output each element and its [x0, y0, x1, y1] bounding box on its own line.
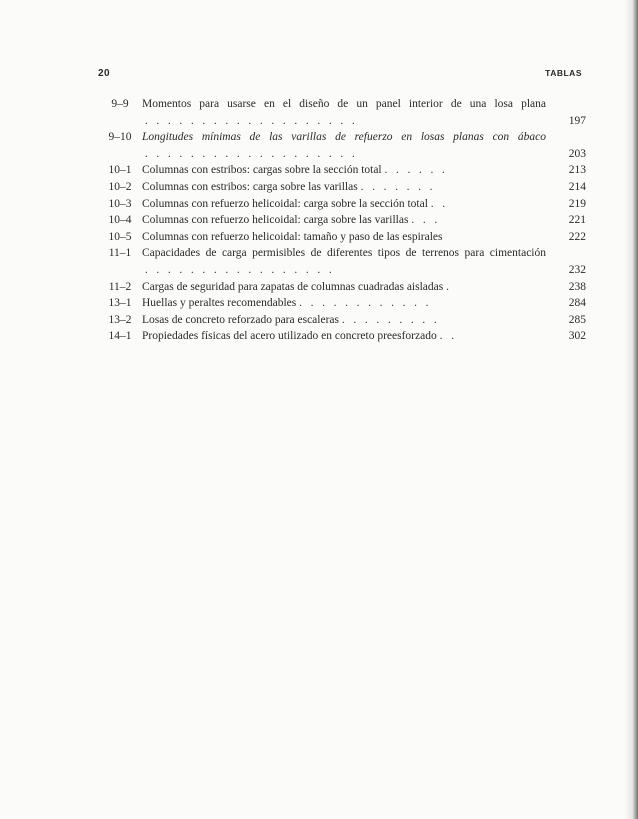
toc-entry [98, 96, 586, 129]
dot-leader: . . . . . . . . . . . . . . . . . . . [142, 114, 355, 127]
entry-title [142, 328, 546, 345]
entry-page-number: 222 [568, 230, 586, 243]
entry-title [142, 129, 546, 162]
entry-body [142, 196, 586, 213]
entry-title-text: Losas de concreto reforzado para escaleras [142, 313, 339, 326]
entry-page-number: 285 [568, 313, 586, 326]
dot-leader: . . . . . . [381, 164, 445, 177]
entry-number: 14–1 [108, 330, 132, 343]
toc-entry [98, 179, 586, 196]
entry-body [142, 328, 586, 345]
entry-page-number: 238 [568, 280, 586, 293]
entry-number: 13–2 [108, 313, 132, 326]
entry-title-text: Columnas con estribos: cargas sobre la sección total [142, 164, 382, 177]
entry-page-number: 284 [568, 297, 586, 310]
entry-page-number: 213 [568, 164, 586, 177]
entry-number: 9–10 [108, 131, 132, 144]
table-list [98, 96, 586, 345]
entry-number: 10–2 [108, 180, 132, 193]
entry-title-text: Huellas y peraltes recomendables [142, 297, 297, 310]
entry-number: 10–3 [108, 197, 132, 210]
entry-page-number: 214 [568, 180, 586, 193]
toc-entry [98, 245, 586, 278]
dot-leader: . . [427, 197, 446, 210]
entry-title [142, 229, 546, 246]
toc-entry [98, 312, 586, 329]
entry-number: 9–9 [111, 98, 129, 110]
entry-page-number: 302 [568, 330, 586, 343]
entry-number: 10–5 [108, 230, 132, 243]
entry-title [142, 295, 546, 312]
toc-entry [98, 162, 586, 179]
page-edge-shadow [624, 0, 638, 819]
entry-title-text: Columnas con refuerzo helicoidal: tamaño y paso de las espirales [142, 230, 443, 243]
page-number: 20 [98, 68, 111, 79]
entry-title-text: Propiedades físicas del acero utilizado en concreto preesforzado [142, 330, 437, 343]
entry-title-text: Columnas con refuerzo helicoidal: carga sobre las varillas [142, 214, 409, 227]
entry-title-text: Momentos para usarse en el diseño de un panel interior de una losa plana [142, 98, 546, 110]
entry-body [142, 279, 586, 296]
entry-number: 11–2 [108, 280, 132, 293]
entry-body [142, 212, 586, 229]
entry-page-number: 221 [568, 214, 586, 227]
toc-entry [98, 229, 586, 246]
toc-entry [98, 129, 586, 162]
dot-leader: . . . . . . . . . . . . . . . . . . . [142, 147, 355, 160]
toc-entry [98, 328, 586, 345]
entry-title-text: Columnas con estribos: carga sobre las varillas [142, 180, 358, 193]
entry-title [142, 279, 546, 296]
entry-title [142, 312, 546, 329]
entry-number: 10–1 [108, 164, 132, 177]
running-head: TABLAS [545, 68, 582, 78]
entry-page-number: 219 [568, 197, 586, 210]
toc-entry [98, 196, 586, 213]
entry-title-text: Cargas de seguridad para zapatas de columnas cuadradas aisladas [142, 280, 444, 293]
entry-body [142, 96, 586, 129]
toc-entry [98, 295, 586, 312]
dot-leader: . . [436, 330, 454, 343]
entry-page-number: 203 [568, 147, 586, 160]
entry-title [142, 196, 546, 213]
entry-body [142, 229, 586, 246]
entry-page-number: 232 [568, 263, 586, 276]
entry-body [142, 245, 586, 278]
dot-leader: . . . . . . . . . [338, 313, 437, 326]
entry-page-number: 197 [568, 114, 586, 127]
toc-entry [98, 279, 586, 296]
entry-title-text: Capacidades de carga permisibles de diferentes tipos de terrenos para cimentación [142, 247, 546, 260]
entry-number: 11–1 [108, 247, 132, 260]
entry-title [142, 245, 546, 278]
entry-title [142, 212, 546, 229]
entry-body [142, 295, 586, 312]
entry-body [142, 312, 586, 329]
dot-leader: . . . . . . . . . . . . [296, 297, 429, 310]
dot-leader: . . . . . . . . . . . . . . . . . [142, 263, 332, 276]
entry-title-text: Columnas con refuerzo helicoidal: carga sobre la sección total [142, 197, 428, 210]
entry-number: 10–4 [108, 214, 132, 227]
dot-leader: . . . . . . . [357, 180, 433, 193]
entry-title-text: Longitudes mínimas de las varillas de refuerzo en losas planas con ábaco [142, 131, 546, 144]
entry-title [142, 179, 546, 196]
entry-title [142, 162, 546, 179]
entry-title [142, 96, 546, 129]
dot-leader: . . . [408, 214, 438, 227]
entry-body [142, 179, 586, 196]
dot-leader: . [443, 280, 449, 293]
entry-body [142, 129, 586, 162]
toc-entry [98, 212, 586, 229]
entry-body [142, 162, 586, 179]
entry-number: 13–1 [108, 297, 132, 310]
